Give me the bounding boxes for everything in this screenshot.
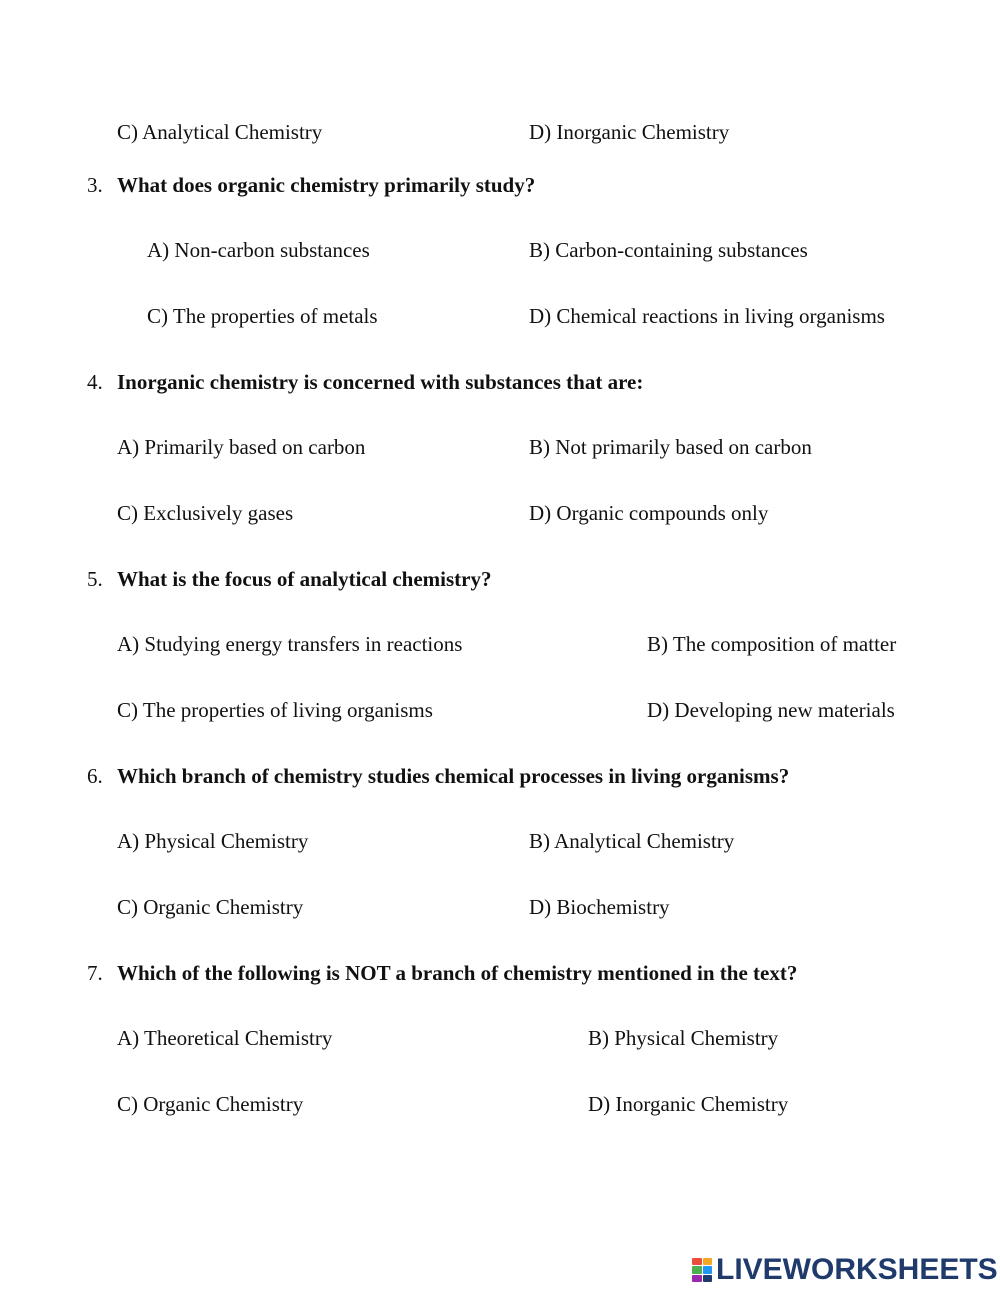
brand-name: LIVEWORKSHEETS [716,1253,998,1286]
question-number: 7. [87,961,103,985]
question-number: 5. [87,567,103,591]
question-text: What is the focus of analytical chemistry? [117,567,492,591]
option-c[interactable]: C) The properties of living organisms [117,698,433,722]
question-text: Which of the following is NOT a branch of chemistry mentioned in the text? [117,961,798,985]
option-a[interactable]: A) Studying energy transfers in reactions [117,632,463,656]
question-number: 4. [87,370,103,394]
prev-option-d[interactable]: D) Inorganic Chemistry [529,120,730,144]
option-b[interactable]: B) Carbon-containing substances [529,238,808,262]
option-a[interactable]: A) Physical Chemistry [117,829,309,853]
option-c[interactable]: C) Organic Chemistry [117,1092,304,1116]
option-d[interactable]: D) Organic compounds only [529,501,769,525]
option-c[interactable]: C) Exclusively gases [117,501,294,525]
option-a[interactable]: A) Non-carbon substances [147,238,370,262]
logo-blocks-icon [692,1258,712,1282]
question-text: Which branch of chemistry studies chemical processes in living organisms? [117,764,790,788]
question-number: 6. [87,764,103,788]
question-text: What does organic chemistry primarily study? [117,173,536,197]
question-text: Inorganic chemistry is concerned with substances that are: [117,370,644,394]
option-c[interactable]: C) The properties of metals [147,304,378,328]
option-b[interactable]: B) The composition of matter [647,632,897,656]
option-d[interactable]: D) Inorganic Chemistry [588,1092,789,1116]
option-b[interactable]: B) Analytical Chemistry [529,829,735,853]
option-d[interactable]: D) Chemical reactions in living organisms [529,304,885,328]
prev-option-c[interactable]: C) Analytical Chemistry [117,120,323,144]
option-c[interactable]: C) Organic Chemistry [117,895,304,919]
option-b[interactable]: B) Physical Chemistry [588,1026,779,1050]
option-a[interactable]: A) Primarily based on carbon [117,435,366,459]
option-d[interactable]: D) Biochemistry [529,895,670,919]
option-d[interactable]: D) Developing new materials [647,698,895,722]
liveworksheets-logo [692,1255,998,1285]
option-b[interactable]: B) Not primarily based on carbon [529,435,812,459]
option-a[interactable]: A) Theoretical Chemistry [117,1026,333,1050]
question-number: 3. [87,173,103,197]
